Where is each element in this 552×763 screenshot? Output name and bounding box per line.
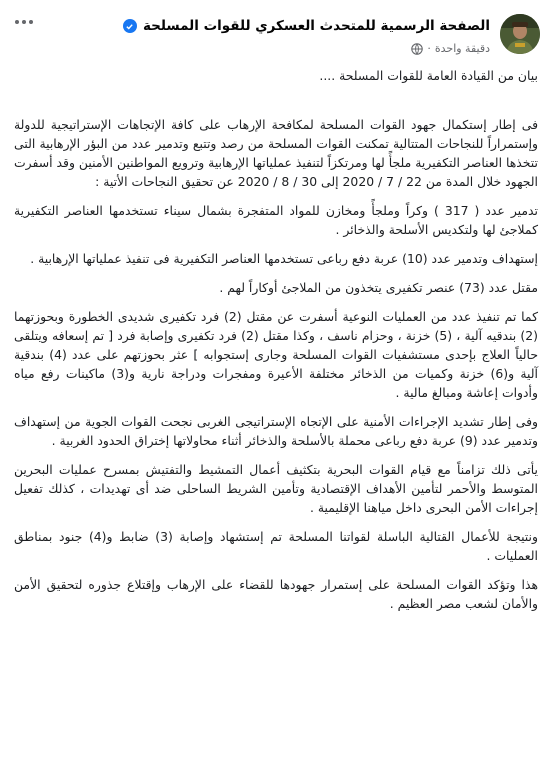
post-heading: بيان من القيادة العامة للقوات المسلحة .... bbox=[319, 68, 538, 83]
post-paragraph: ونتيجة للأعمال القتالية الباسلة لقواتنا المسلحة تم إستشهاد وإصابة (3) ضابط و(4) جنود بمناطق العمليات . bbox=[14, 529, 538, 563]
post-timestamp[interactable]: دقيقة واحدة bbox=[434, 42, 490, 55]
post-paragraph: مقتل عدد (73) عنصر تكفيرى يتخذون من الملاجئ أوكاراً لهم . bbox=[219, 280, 538, 295]
post-paragraph: وفى إطار تشديد الإجراءات الأمنية على الإتجاه الإستراتيجى الغربى نجحت القوات الجوية من إستهداف وتدمير عدد (9) عربة دفع رباعى محملة بالأسلحة والذخائر أثناء محاولاتها إختراق الحدود الغربية . bbox=[14, 414, 538, 448]
page-name-link[interactable]: الصفحة الرسمية للمتحدث العسكري للقوات المسلحة bbox=[142, 18, 490, 34]
more-options-icon[interactable] bbox=[12, 12, 36, 32]
page-avatar[interactable] bbox=[500, 14, 540, 54]
post-meta bbox=[411, 42, 490, 55]
verified-badge-icon bbox=[123, 19, 137, 33]
post-paragraph: هذا وتؤكد القوات المسلحة على إستمرار جهودها للقضاء على الإرهاب وإقتلاع جذوره لتحقيق الأمن والأمان لشعب مصر العظيم . bbox=[14, 577, 538, 611]
post-header bbox=[12, 8, 540, 64]
post-paragraph: كما تم تنفيذ عدد من العمليات النوعية أسفرت عن مقتل (2) فرد تكفيرى شديدى الخطورة وبحوزتهما (2) بندقيه آلية ، (5) خزنة ، وحزام ناسف ، وكذا مقتل (2) فرد تكفيرى وإصابة فرد [ تم إسعافه ويتلقى حالياً العلاج بإحدى مستشفيات القوات المسلحة وجارى إستجوابه ] عثر بحوزتهم على عدد (4) بندقية آلية و(6) خزنة وكميات من الذخائر مختلفة الأعيرة ومفجرات ودراجة نارية و(3) ماكينات رفع مياه وأدوات إعاشة ومبالغ مالية . bbox=[14, 309, 539, 400]
page-title-row bbox=[123, 18, 490, 34]
meta-separator: · bbox=[427, 42, 431, 55]
avatar-portrait-icon bbox=[500, 14, 540, 54]
post-paragraph: فى إطار إستكمال جهود القوات المسلحة لمكافحة الإرهاب على كافة الإتجاهات الإستراتيجية للدولة وإستمراراً للنجاحات المتتالية تمكنت القوات المسلحة من رصد وتتبع وتدمير عدد من البؤر الإرهابية التى تتخذها العناصر التكفيرية ملجأً لها ومرتكزاً لتنفيذ عملياتها الإرهابية وترويع المواطنين الأمنين وقد أسفرت الجهود خلال المدة من 22 / 7 / 2020 إلى 30 / 8 / 2020 عن تحقيق النجاحات الأتية : bbox=[14, 117, 538, 189]
post-body bbox=[14, 66, 538, 623]
post-paragraph: إستهداف وتدمير عدد (10) عربة دفع رباعى تستخدمها العناصر التكفيرية فى تنفيذ عملياتها الإرهابية . bbox=[30, 251, 538, 266]
post-paragraph: يأتى ذلك تزامناً مع قيام القوات البحرية بتكثيف أعمال التمشيط والتفتيش بمسرح عمليات البحرين المتوسط والأحمر لتأمين الأهداف الإقتصادية وتأمين الشريط الساحلى ضد أى تهديدات ، كذلك تفعيل إجراءات الأمن البحرى داخل مياهنا الإقليمية . bbox=[14, 462, 538, 515]
globe-icon[interactable] bbox=[411, 43, 423, 55]
post-paragraph: تدمير عدد ( 317 ) وكراً وملجأً ومخازن للمواد المتفجرة بشمال سيناء تستخدمها العناصر التكفيرية كملاجئ لها ولتكديس الأسلحة والذخائر . bbox=[14, 203, 539, 237]
